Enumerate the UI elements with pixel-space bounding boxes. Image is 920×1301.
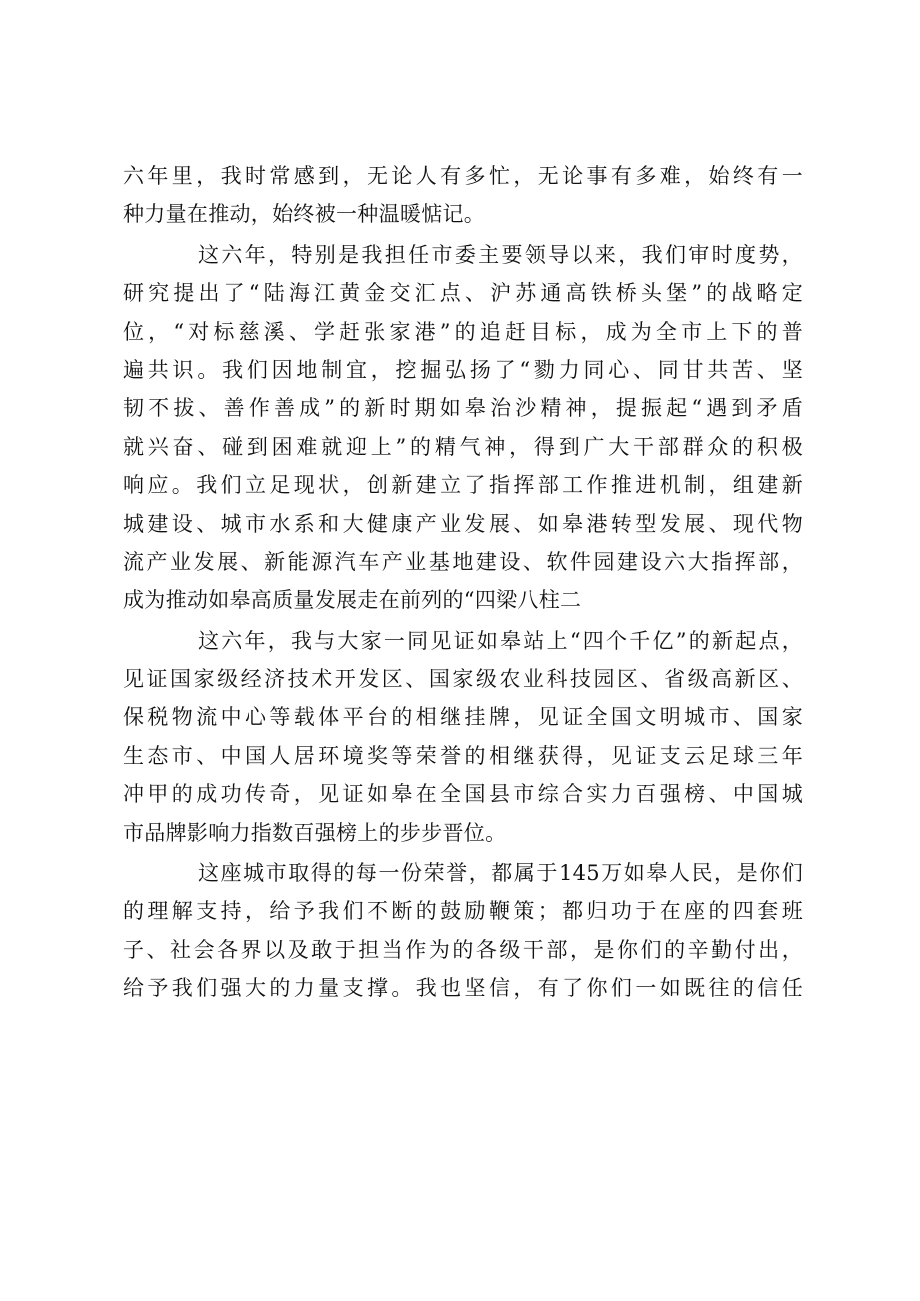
text-line: 给予我们强大的力量支撑。我也坚信，有了你们一如既往的信任 — [123, 976, 803, 1001]
text-line: 这六年，特别是我担任市委主要领导以来，我们审时度势， — [198, 242, 803, 267]
text-line: 韧不拔、善作善成”的新时期如皋治沙精神，提振起“遇到矛盾 — [123, 396, 803, 421]
paragraph — [123, 622, 803, 852]
text-line: 见证国家级经济技术开发区、国家级农业科技园区、省级高新区、 — [123, 667, 803, 692]
text-line: 六年里，我时常感到，无论人有多忙，无论事有多难，始终有一 — [123, 164, 803, 188]
text-line: 子、社会各界以及敢于担当作为的各级干部，是你们的辛勤付出， — [123, 937, 803, 962]
text-line: 研究提出了“陆海江黄金交汇点、沪苏通高铁桥头堡”的战略定 — [123, 281, 803, 306]
paragraph — [123, 236, 803, 620]
text-line: 生态市、中国人居环境奖等荣誉的相继获得，见证支云足球三年 — [123, 743, 803, 768]
text-line: 遍共识。我们因地制宜，挖掘弘扬了“勠力同心、同甘共苦、坚 — [123, 357, 803, 382]
document-body — [123, 157, 803, 1008]
text-line: 就兴奋、碰到困难就迎上”的精气神，得到广大干部群众的积极 — [123, 434, 803, 459]
text-line: 市品牌影响力指数百强榜上的步步晋位。 — [123, 820, 507, 845]
text-line: 的理解支持，给予我们不断的鼓励鞭策；都归功于在座的四套班 — [123, 899, 803, 924]
text-line: 位，“对标慈溪、学赶张家港”的追赶目标，成为全市上下的普 — [123, 319, 803, 344]
text-line: 响应。我们立足现状，创新建立了指挥部工作推进机制，组建新 — [123, 473, 803, 498]
text-line: 种力量在推动，始终被一种温暖惦记。 — [123, 202, 486, 227]
paragraph — [123, 854, 803, 1008]
text-line: 城建设、城市水系和大健康产业发展、如皋港转型发展、现代物 — [123, 511, 803, 536]
paragraph — [123, 157, 803, 234]
text-line: 保税物流中心等载体平台的相继挂牌，见证全国文明城市、国家 — [123, 705, 803, 730]
text-line: 这座城市取得的每一份荣誉，都属于145万如皋人民，是你们 — [198, 861, 803, 886]
text-line: 冲甲的成功传奇，见证如皋在全国县市综合实力百强榜、中国城 — [123, 782, 803, 807]
text-line: 这六年，我与大家一同见证如皋站上“四个千亿”的新起点， — [198, 628, 803, 653]
text-line: 成为推动如皋高质量发展走在前列的“四梁八柱二 — [123, 588, 582, 613]
text-line: 流产业发展、新能源汽车产业基地建设、软件园建设六大指挥部， — [123, 549, 803, 574]
